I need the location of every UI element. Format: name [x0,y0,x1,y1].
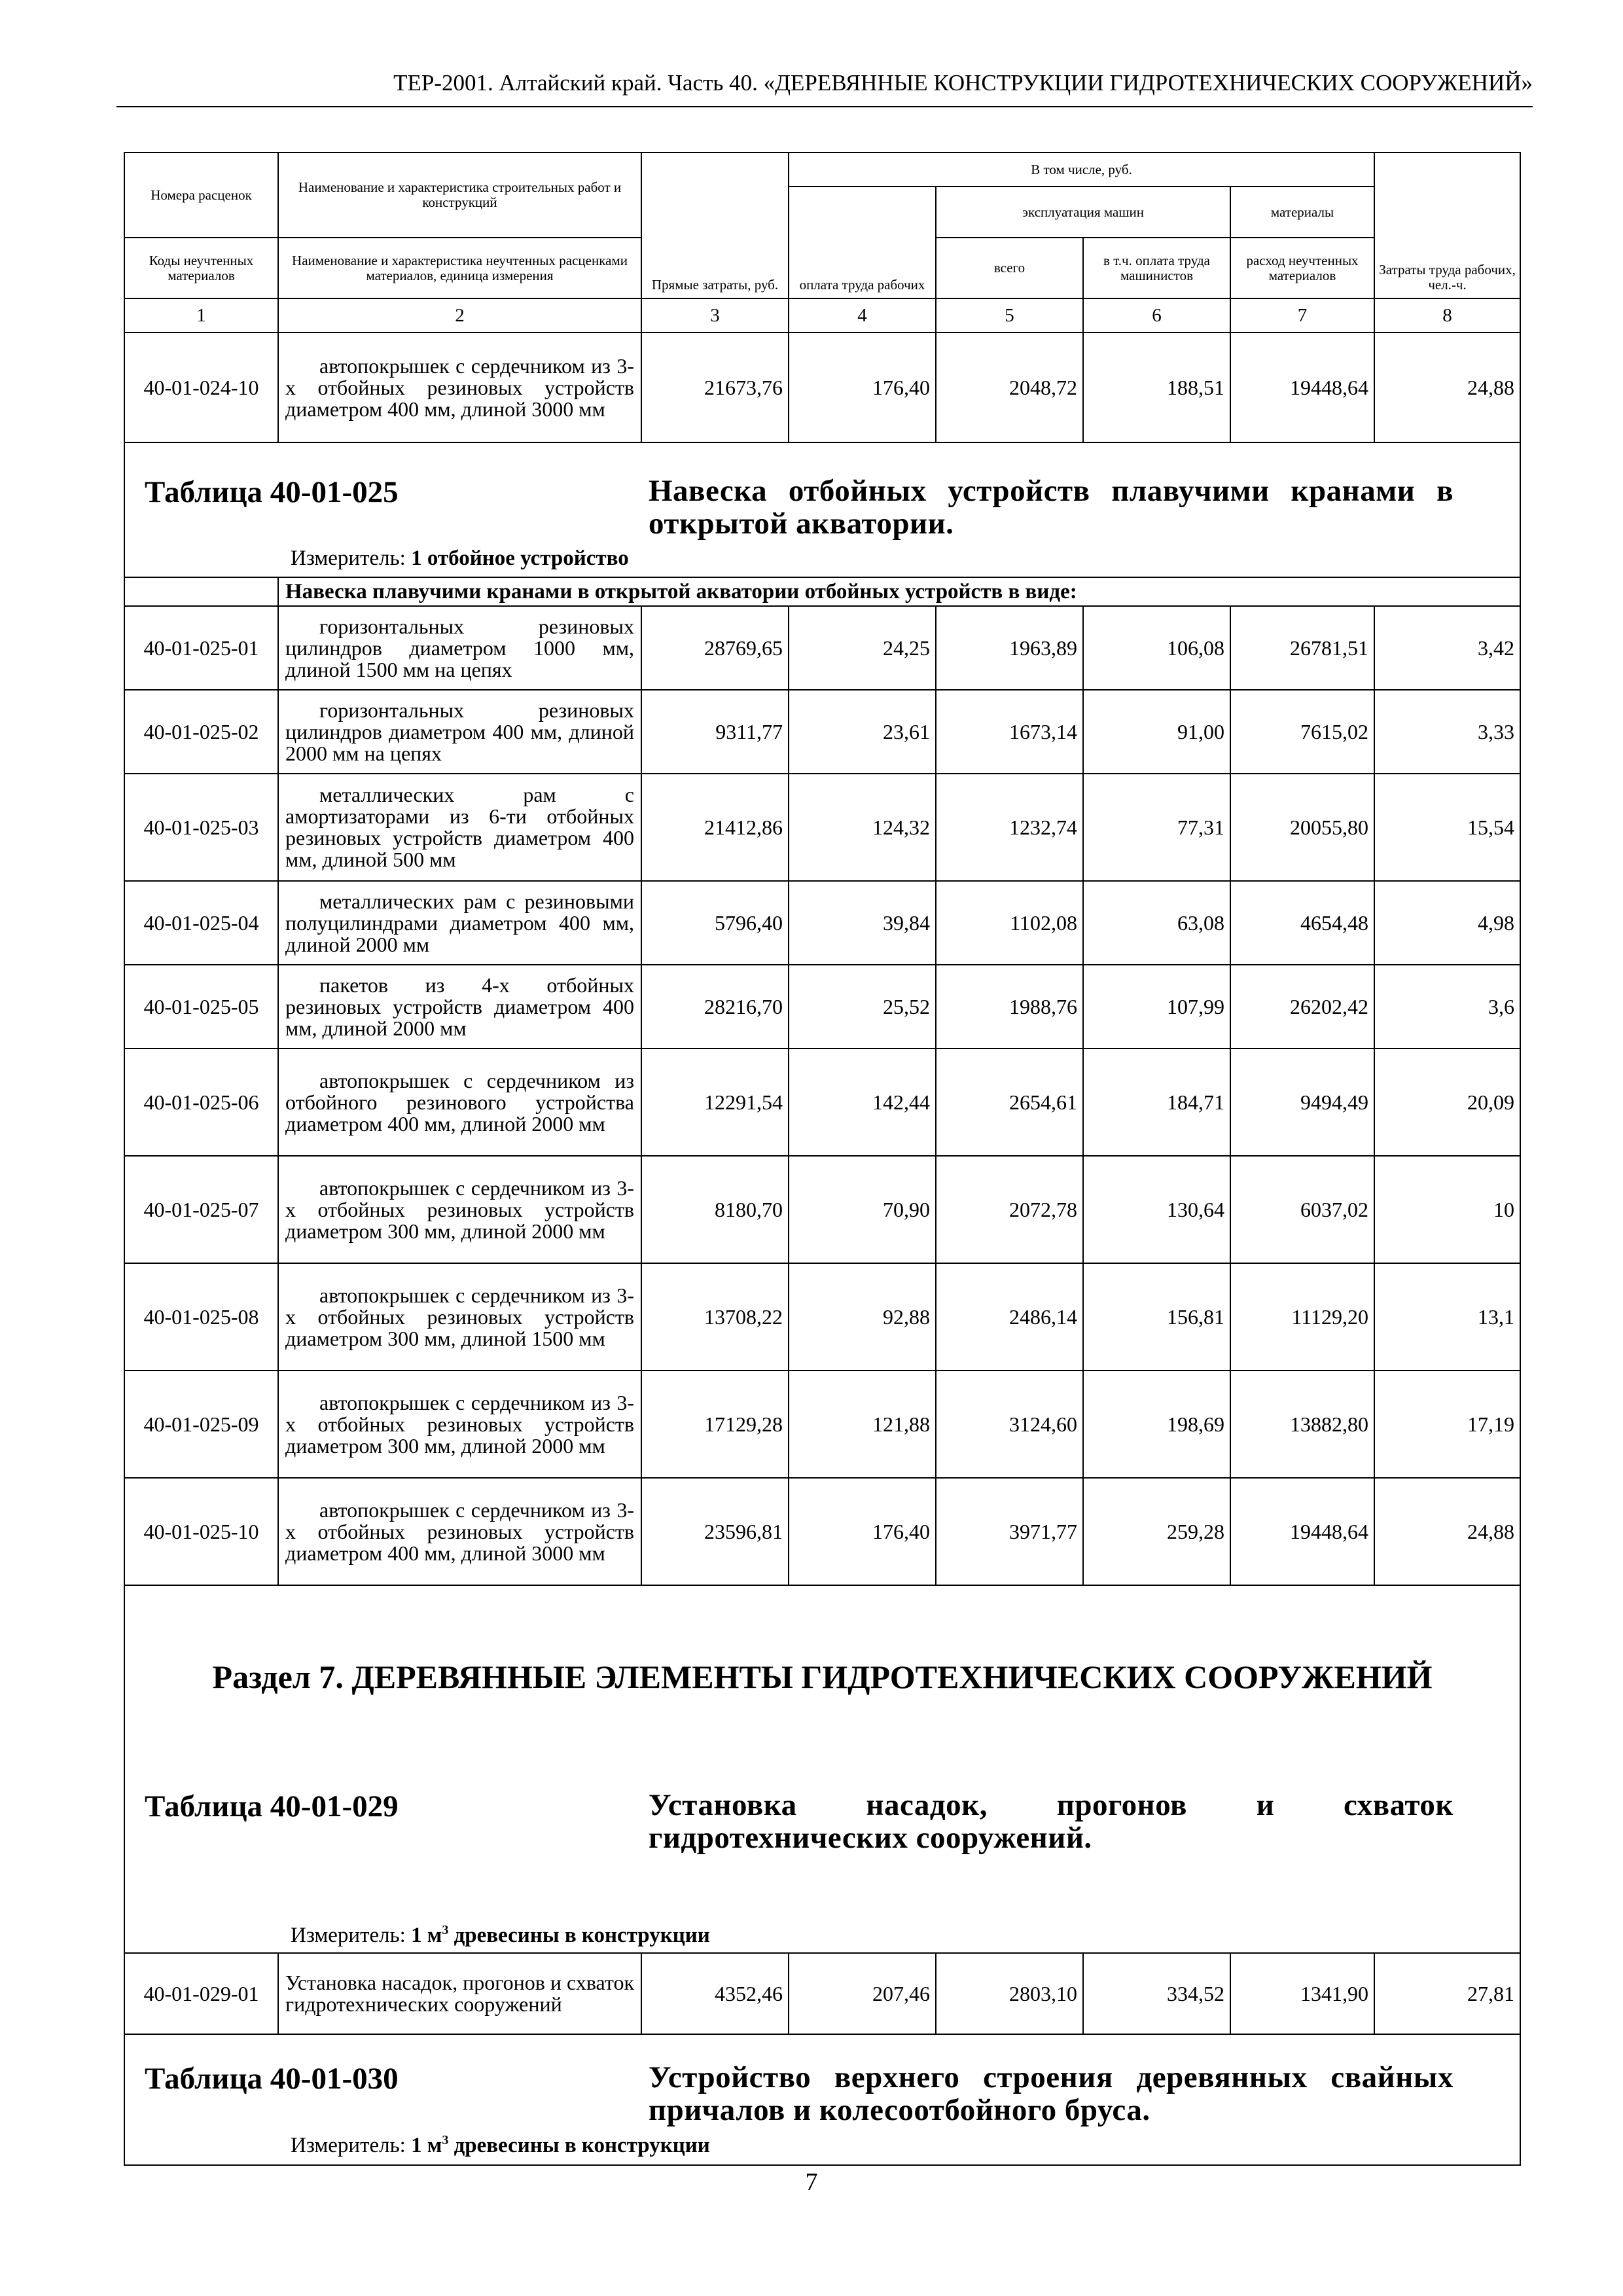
rate-description: горизонтальных резиновых цилиндров диаметром 400 мм, длиной 2000 мм на цепях [278,690,641,774]
col6-header: в т.ч. оплата труда машинистов [1083,238,1230,298]
table-row [124,606,1520,690]
machinists-pay: 188,51 [1083,332,1230,442]
machinists-pay: 259,28 [1083,1478,1230,1585]
col7-header: расход неучтенных материалов [1230,238,1374,298]
labor-pay: 121,88 [789,1371,936,1478]
col-number: 4 [789,298,936,332]
rate-description: Установка насадок, прогонов и схваток гидротехнических сооружений [278,1953,641,2034]
table-row [124,690,1520,774]
col-number: 6 [1083,298,1230,332]
machinists-pay: 107,99 [1083,965,1230,1049]
rate-code: 40-01-025-02 [124,690,278,774]
materials-cost: 9494,49 [1230,1049,1374,1156]
col4-header: оплата труда рабочих [789,187,936,298]
machinists-pay: 130,64 [1083,1156,1230,1263]
labor-hours: 3,6 [1374,965,1520,1049]
measure-unit: Измеритель: 1 отбойное устройство [291,547,629,570]
materials-cost: 4654,48 [1230,881,1374,965]
table-30-heading [124,2034,1520,2165]
machines-total: 1963,89 [936,606,1083,690]
table-25-heading [124,442,1520,577]
machines-total: 2486,14 [936,1263,1083,1371]
labor-hours: 3,33 [1374,690,1520,774]
labor-pay: 207,46 [789,1953,936,2034]
machines-total: 2654,61 [936,1049,1083,1156]
table-row [124,1371,1520,1478]
labor-pay: 25,52 [789,965,936,1049]
col-number: 5 [936,298,1083,332]
rate-description: металлических рам с резиновыми полуцилиндрами диаметром 400 мм, длиной 2000 мм [278,881,641,965]
measure-unit: Измеритель: 1 $м^3$ древесины в конструкции [291,1923,710,1947]
rate-description: автопокрышек с сердечником из 3-х отбойных резиновых устройств диаметром 400 мм, длиной 3000 мм [278,332,641,442]
table-row [124,1953,1520,2034]
rate-description: автопокрышек с сердечником из 3-х отбойных резиновых устройств диаметром 300 мм, длиной 1500 мм [278,1263,641,1371]
page-number: 7 [805,2168,818,2196]
direct-costs: 4352,46 [641,1953,789,2034]
rate-description: горизонтальных резиновых цилиндров диаметром 1000 мм, длиной 1500 мм на цепях [278,606,641,690]
rate-code: 40-01-024-10 [124,332,278,442]
materials-cost: 26781,51 [1230,606,1374,690]
labor-hours: 27,81 [1374,1953,1520,2034]
machinists-pay: 63,08 [1083,881,1230,965]
labor-pay: 70,90 [789,1156,936,1263]
rate-code: 40-01-025-06 [124,1049,278,1156]
labor-pay: 142,44 [789,1049,936,1156]
col2-bottom-header: Наименование и характеристика неучтенных расценками материалов, единица измерения [278,238,641,298]
labor-hours: 4,98 [1374,881,1520,965]
table-subheading: Навеска плавучими кранами в открытой акватории отбойных устройств в виде: [278,577,1520,606]
labor-hours: 20,09 [1374,1049,1520,1156]
machinists-pay: 77,31 [1083,774,1230,881]
rates-table [124,152,1521,2166]
col1-top-header: Номера расценок [124,152,278,238]
rate-description: пакетов из 4-х отбойных резиновых устройств диаметром 400 мм, длиной 2000 мм [278,965,641,1049]
section-7-block [124,1585,1520,1953]
machinists-pay: 334,52 [1083,1953,1230,2034]
rate-code: 40-01-025-09 [124,1371,278,1478]
col-number: 2 [278,298,641,332]
machinists-pay: 106,08 [1083,606,1230,690]
labor-pay: 176,40 [789,1478,936,1585]
rate-code: 40-01-025-04 [124,881,278,965]
machines-total: 1102,08 [936,881,1083,965]
measure-unit: Измеритель: 1 $м^3$ древесины в конструкции [291,2133,710,2157]
machines-header: эксплуатация машин [936,187,1230,238]
labor-pay: 176,40 [789,332,936,442]
labor-pay: 39,84 [789,881,936,965]
materials-header: материалы [1230,187,1374,238]
labor-hours: 24,88 [1374,332,1520,442]
labor-hours: 10 [1374,1156,1520,1263]
machines-total: 2072,78 [936,1156,1083,1263]
direct-costs: 28216,70 [641,965,789,1049]
table-label: Таблица 40-01-030 [145,2062,399,2096]
machinists-pay: 156,81 [1083,1263,1230,1371]
direct-costs: 8180,70 [641,1156,789,1263]
direct-costs: 21673,76 [641,332,789,442]
section-title: Раздел 7. ДЕРЕВЯННЫЕ ЭЛЕМЕНТЫ ГИДРОТЕХНИЧЕСКИХ СООРУЖЕНИЙ [212,1659,1433,1695]
materials-cost: 13882,80 [1230,1371,1374,1478]
direct-costs: 28769,65 [641,606,789,690]
machinists-pay: 184,71 [1083,1049,1230,1156]
machines-total: 3971,77 [936,1478,1083,1585]
col-number: 8 [1374,298,1520,332]
table-row [124,1263,1520,1371]
labor-hours: 17,19 [1374,1371,1520,1478]
direct-costs: 23596,81 [641,1478,789,1585]
table-row [124,1478,1520,1585]
col-number: 7 [1230,298,1374,332]
materials-cost: 19448,64 [1230,1478,1374,1585]
col1-bottom-header: Коды неучтенных материалов [124,238,278,298]
direct-costs: 17129,28 [641,1371,789,1478]
rate-code: 40-01-025-07 [124,1156,278,1263]
rate-description: металлических рам с амортизаторами из 6-ти отбойных резиновых устройств диаметром 400 мм, длиной 500 мм [278,774,641,881]
rate-description: автопокрышек с сердечником из 3-х отбойных резиновых устройств диаметром 300 мм, длиной 2000 мм [278,1371,641,1478]
col3-header: Прямые затраты, руб. [641,152,789,298]
direct-costs: 21412,86 [641,774,789,881]
rate-code: 40-01-025-03 [124,774,278,881]
materials-cost: 11129,20 [1230,1263,1374,1371]
direct-costs: 13708,22 [641,1263,789,1371]
materials-cost: 1341,90 [1230,1953,1374,2034]
labor-hours: 24,88 [1374,1478,1520,1585]
machines-total: 1232,74 [936,774,1083,881]
machinists-pay: 91,00 [1083,690,1230,774]
table-title: Установка насадок, прогонов и схваток гидротехнических сооружений. [649,1788,1454,1855]
table-row [124,881,1520,965]
machines-total: 1673,14 [936,690,1083,774]
labor-hours: 13,1 [1374,1263,1520,1371]
labor-hours: 15,54 [1374,774,1520,881]
rate-code: 40-01-029-01 [124,1953,278,2034]
labor-pay: 124,32 [789,774,936,881]
rate-description: автопокрышек с сердечником из 3-х отбойных резиновых устройств диаметром 400 мм, длиной 3000 мм [278,1478,641,1585]
machines-total: 2048,72 [936,332,1083,442]
table-label: Таблица 40-01-029 [145,1789,399,1823]
direct-costs: 9311,77 [641,690,789,774]
in-total-header: В том числе, руб. [789,152,1374,187]
materials-cost: 26202,42 [1230,965,1374,1049]
table-row [124,1156,1520,1263]
col5-header: всего [936,238,1083,298]
machinists-pay: 198,69 [1083,1371,1230,1478]
machines-total: 1988,76 [936,965,1083,1049]
table-title: Навеска отбойных устройств плавучими кранами в открытой акватории. [649,474,1454,541]
col-number: 3 [641,298,789,332]
table-label: Таблица 40-01-025 [145,475,399,509]
table-row [124,965,1520,1049]
labor-pay: 92,88 [789,1263,936,1371]
direct-costs: 12291,54 [641,1049,789,1156]
materials-cost: 19448,64 [1230,332,1374,442]
direct-costs: 5796,40 [641,881,789,965]
materials-cost: 7615,02 [1230,690,1374,774]
labor-pay: 23,61 [789,690,936,774]
machines-total: 3124,60 [936,1371,1083,1478]
rate-code: 40-01-025-10 [124,1478,278,1585]
rate-description: автопокрышек с сердечником из отбойного резинового устройства диаметром 400 мм, длиной 2000 мм [278,1049,641,1156]
rate-code: 40-01-025-01 [124,606,278,690]
col8-header: Затраты труда рабочих, чел.-ч. [1374,152,1520,298]
rate-description: автопокрышек с сердечником из 3-х отбойных резиновых устройств диаметром 300 мм, длиной 2000 мм [278,1156,641,1263]
table-row [124,332,1520,442]
table-title: Устройство верхнего строения деревянных свайных причалов и колесоотбойного бруса. [649,2060,1454,2127]
materials-cost: 6037,02 [1230,1156,1374,1263]
labor-hours: 3,42 [1374,606,1520,690]
col-number: 1 [124,298,278,332]
rate-code: 40-01-025-08 [124,1263,278,1371]
labor-pay: 24,25 [789,606,936,690]
col2-top-header: Наименование и характеристика строительных работ и конструкций [278,152,641,238]
table-row [124,1049,1520,1156]
table-row [124,774,1520,881]
page-header: ТЕР-2001. Алтайский край. Часть 40. «ДЕРЕВЯННЫЕ КОНСТРУКЦИИ ГИДРОТЕХНИЧЕСКИХ СООРУЖЕНИЙ» [116,68,1533,107]
materials-cost: 20055,80 [1230,774,1374,881]
machines-total: 2803,10 [936,1953,1083,2034]
rate-code: 40-01-025-05 [124,965,278,1049]
